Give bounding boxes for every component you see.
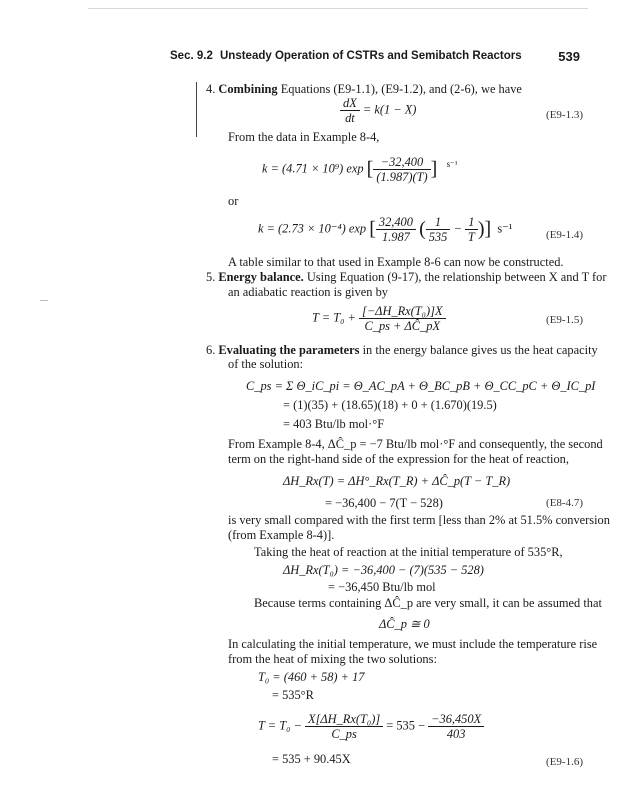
equation-t0-1: T₀ = (460 + 58) + 17 [258,670,365,684]
equation-dh-1: ΔH_Rx(T) = ΔH°_Rx(T_R) + ΔĈ_p(T − T_R) [283,474,511,488]
item-text: Equations (E9-1.1), (E9-1.2), and (2-6), we have [280,82,522,96]
equation-k-2: k = (2.73 × 10⁻⁴) exp [ $\frac{32,400}{1.987}$ ( $\frac{1}{535}$ − $\frac{1}{T}$ )] s⁻¹ [258,215,513,244]
equation-cps-2: = (1)(35) + (18.65)(18) + 0 + (1.670)(19.5) [283,398,497,412]
running-header [170,50,580,68]
equation-tag: (E9-1.5) [546,314,583,326]
equation-tag: (E8-4.7) [546,497,583,509]
item-6-line-2: of the solution: [228,357,304,371]
paragraph-taking: Taking the heat of reaction at the initial temperature of 535°R, [254,545,563,559]
margin-bar [196,82,197,137]
fraction-denominator: 1.987 [381,230,410,244]
equation-e9-1-3 [340,96,416,125]
fraction-numerator: 1 [426,215,451,230]
equation-dcp-zero: ΔĈ_p ≅ 0 [379,617,430,631]
item-heading: Combining [218,82,278,96]
fraction-numerator: 32,400 [376,215,416,230]
paragraph-small-line-1: is very small compared with the first term [less than 2% at 51.5% conversion [228,513,610,527]
equation-tag: (E9-1.4) [546,229,583,241]
fraction-numerator: 1 [465,215,478,230]
equation-t-final [258,712,484,741]
unit: s⁻¹ [446,159,458,170]
item-number: 5. [206,270,216,284]
equation-t0-2: = 535°R [272,688,314,702]
paragraph-calculating-line-1: In calculating the initial temperature, we must include the temperature rise [228,637,598,651]
paragraph-from-example-8-4: From the data in Example 8-4, [228,130,380,144]
fraction-denominator: dt [345,111,355,125]
margin-mark [40,300,48,301]
item-heading: Evaluating the parameters [218,343,360,357]
chapter-title: Unsteady Operation of CSTRs and Semibatch Reactors [220,50,522,62]
item-text: in the energy balance gives us the heat capacity [359,343,598,357]
equation-cps-3: = 403 Btu/lb mol·°F [283,417,385,431]
top-rule [88,8,588,9]
fraction-denominator: C_ps [331,727,357,741]
paragraph-from-8-4-line-2: term on the right-hand side of the expression for the heat of reaction, [228,452,569,466]
equation-cps-1: C_ps = Σ Θ_iC_pi = Θ_AC_pA + Θ_BC_pB + Θ_CC_pC + Θ_IC_pI [246,379,596,393]
fraction-denominator: 535 [428,230,448,244]
fraction-numerator: [−ΔH_Rx(T₀)]X [359,304,446,319]
unit: s⁻¹ [497,221,513,236]
paragraph-table: A table similar to that used in Example 8-6 can now be constructed. [228,255,564,269]
item-5 [206,270,606,285]
equation-lhs: T = T₀ − [258,718,302,733]
equation-lhs: k = (4.71 × 10⁹) exp [262,161,364,176]
fraction-numerator: dX [340,96,360,111]
word-or: or [228,194,239,208]
paragraph-small-line-2: (from Example 8-4)]. [228,528,335,542]
equation-lhs: k = (2.73 × 10⁻⁴) exp [258,221,367,236]
fraction-denominator: T [467,230,475,244]
item-heading: Energy balance. [218,270,304,284]
fraction-numerator: −32,400 [373,155,430,170]
item-4 [206,82,522,97]
equation-e9-1-5 [312,304,446,333]
paragraph-from-8-4-line-1: From Example 8-4, ΔĈ_p = −7 Btu/lb mol·°F and consequently, the second [228,437,603,451]
fraction-denominator: C_ps + ΔĈ_pX [364,319,441,333]
item-text: Using Equation (9-17), the relationship between X and T for [303,270,607,284]
item-6 [206,343,598,358]
equation-dh-t0-1: ΔH_Rx(T₀) = −36,400 − (7)(535 − 528) [283,563,484,577]
equation-t-final-2: = 535 + 90.45X [272,752,351,766]
item-number: 4. [206,82,216,96]
item-5-line-2: an adiabatic reaction is given by [228,285,388,299]
paragraph-because: Because terms containing ΔĈ_p are very small, it can be assumed that [254,596,602,610]
equation-rhs: = k(1 − X) [362,102,417,117]
fraction-denominator: (1.987)(T) [376,170,428,184]
item-number: 6. [206,343,216,357]
equation-tag: (E9-1.6) [546,756,583,768]
minus-sign: − [453,221,462,236]
equation-lhs: T = T₀ + [312,310,356,325]
equation-dh-t0-2: = −36,450 Btu/lb mol [328,580,436,594]
fraction-numerator: X[ΔH_Rx(T₀)] [305,712,383,727]
section-number: Sec. 9.2 [170,50,213,62]
equation-middle: = 535 − [386,718,426,733]
equation-tag: (E9-1.3) [546,109,583,121]
paragraph-calculating-line-2: from the heat of mixing the two solutions: [228,652,437,666]
equation-k-1: k = (4.71 × 10⁹) exp [ $\frac{-32,400}{(1.987)(T)}$ ] $^{s^{-1}}$ [262,155,458,184]
page-number: 539 [558,49,580,64]
fraction-numerator: −36,450X [428,712,484,727]
fraction-denominator: 403 [446,727,466,741]
equation-dh-2: = −36,400 − 7(T − 528) [325,496,443,510]
